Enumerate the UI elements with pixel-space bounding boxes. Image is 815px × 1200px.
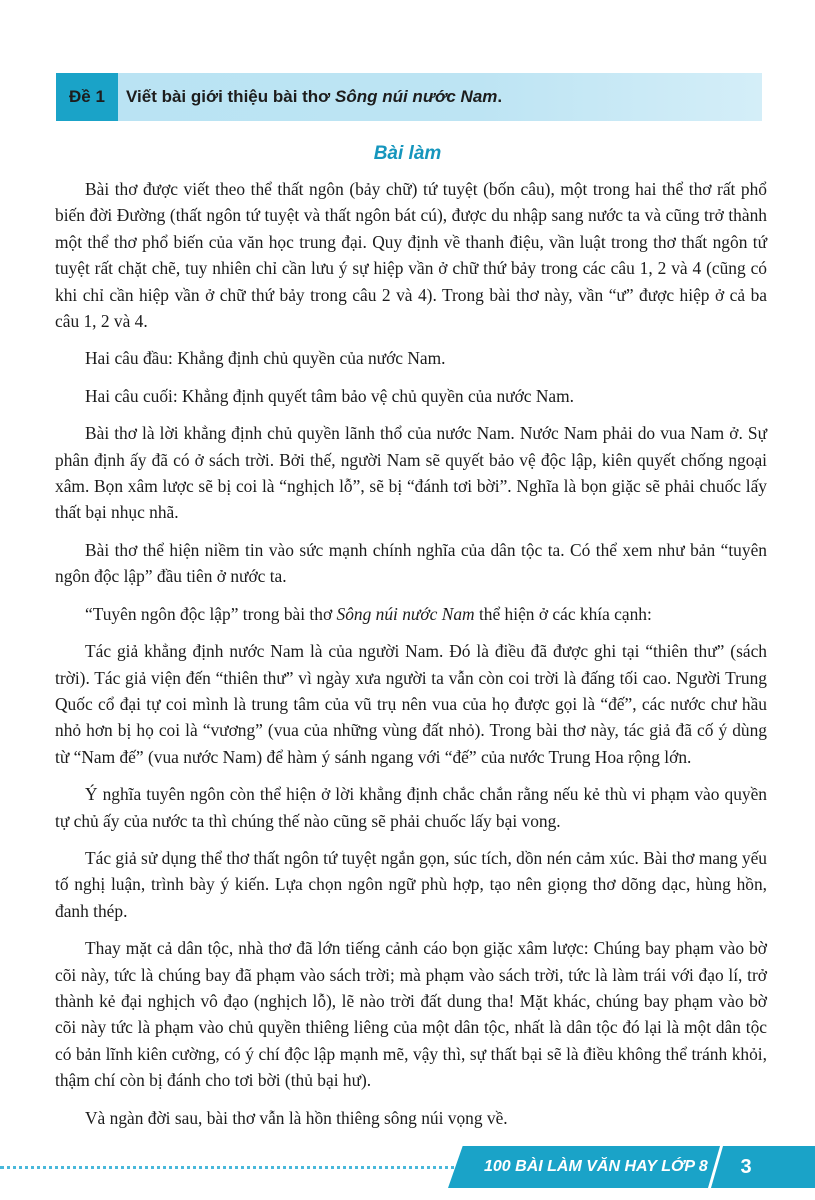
paragraph-2: Hai câu đầu: Khẳng định chủ quyền của nước Nam. bbox=[85, 348, 446, 369]
exam-title-prefix: Viết bài giới thiệu bài thơ bbox=[126, 87, 335, 106]
essay-body bbox=[55, 176, 767, 1142]
exam-header bbox=[56, 73, 762, 121]
footer-dotted-line bbox=[0, 1166, 462, 1169]
paragraph-6-poem: Sông núi nước Nam bbox=[336, 603, 475, 624]
exam-label-badge: Đề 1 bbox=[56, 73, 118, 121]
paragraph-9: Tác giả sử dụng thể thơ thất ngôn tứ tuyệt ngắn gọn, súc tích, dồn nén cảm xúc. Bài thơ mang yếu tố nghị luận, trình bày ý kiến. Lựa chọn ngôn ngữ phù hợp, tạo nên giọng thơ dõng dạc, hùng hồn, đanh thép. bbox=[55, 847, 767, 921]
exam-title-suffix: . bbox=[497, 87, 503, 106]
paragraph-8: Ý nghĩa tuyên ngôn còn thể hiện ở lời khẳng định chắc chắn rằng nếu kẻ thù vi phạm vào quyền tự chủ ấy của nước ta thì chúng thế nào cũng sẽ phải chuốc lấy bại vong. bbox=[55, 784, 767, 831]
page-number: 3 bbox=[740, 1156, 752, 1178]
paragraph-11: Và ngàn đời sau, bài thơ vẫn là hồn thiêng sông núi vọng về. bbox=[85, 1107, 508, 1128]
footer-book-title: 100 BÀI LÀM VĂN HAY LỚP 8 bbox=[484, 1158, 708, 1175]
paragraph-6-suffix: thể hiện ở các khía cạnh: bbox=[474, 603, 652, 624]
exam-title-poem: Sông núi nước Nam bbox=[335, 87, 498, 106]
paragraph-4: Bài thơ là lời khẳng định chủ quyền lãnh thổ của nước Nam. Nước Nam phải do vua Nam ở. Sự phân định ấy đã có ở sách trời. Bởi thế, người Nam sẽ quyết bảo vệ độc lập, kiên quyết chống ngoại xâm. Bọn xâm lược sẽ bị coi là “nghịch lỗ”, sẽ bị “đánh tơi bời”. Nghĩa là bọn giặc sẽ phải chuốc lấy thất bại nhục nhã. bbox=[55, 423, 767, 523]
paragraph-10: Thay mặt cả dân tộc, nhà thơ đã lớn tiếng cảnh cáo bọn giặc xâm lược: Chúng bay phạm vào bờ cõi này, tức là chúng bay đã phạm vào sách trời; mà phạm vào sách trời, tức là làm trái với đạo lí, trở thành kẻ đại nghịch vô đạo (nghịch lỗ), lẽ nào trời đất dung tha! Mặt khác, chúng bay phạm vào bờ cõi này tức là phạm vào chủ quyền thiêng liêng của một dân tộc, nhất là dân tộc đó lại là một dân tộc có bản lĩnh kiên cường, có ý chí độc lập mạnh mẽ, vậy thì, sự thất bại sẽ là điều không thể tránh khỏi, thậm chí còn bị đánh cho tơi bời (thủ bại hư). bbox=[55, 938, 767, 1091]
answer-heading: Bài làm bbox=[373, 143, 442, 164]
paragraph-7: Tác giả khẳng định nước Nam là của người Nam. Đó là điều đã được ghi tại “thiên thư” (sách trời). Tác giả viện đến “thiên thư” vì ngày xưa người ta vẫn còn coi trời là đấng tối cao. Người Trung Quốc cổ đại tự coi mình là trung tâm của vũ trụ nên vua của họ được gọi là “đế”, các nước chư hầu nhỏ hơn bị họ coi là “vương” (vua của những vùng đất nhỏ). Trong bài thơ này, tác giả đã cố ý dùng từ “Nam đế” (vua nước Nam) để hàm ý sánh ngang với “đế” của nước Trung Hoa rộng lớn. bbox=[55, 641, 767, 767]
exam-title bbox=[126, 73, 502, 121]
paragraph-3: Hai câu cuối: Khẳng định quyết tâm bảo vệ chủ quyền của nước Nam. bbox=[85, 385, 574, 406]
paragraph-6 bbox=[55, 601, 767, 627]
paragraph-5: Bài thơ thể hiện niềm tin vào sức mạnh chính nghĩa của dân tộc ta. Có thể xem như bản “tuyên ngôn độc lập” đầu tiên ở nước ta. bbox=[55, 539, 767, 587]
paragraph-1: Bài thơ được viết theo thể thất ngôn (bảy chữ) tứ tuyệt (bốn câu), một trong hai thể thơ rất phổ biến đời Đường (thất ngôn tứ tuyệt và thất ngôn bát cú), được du nhập sang nước ta và cũng trở thành một thể thơ phổ biến của văn học trung đại. Quy định về thanh điệu, vần luật trong thơ thất ngôn tứ tuyệt rất chặt chẽ, tuy nhiên chỉ cần lưu ý sự hiệp vần ở chữ thứ bảy trong các câu 1, 2 và 4 (cũng có khi chỉ cần hiệp vần ở chữ thứ bảy trong câu 2 và 4). Trong bài thơ này, vần “ư” được hiệp ở cả ba câu 1, 2 và 4. bbox=[55, 179, 767, 332]
paragraph-6-prefix: “Tuyên ngôn độc lập” trong bài thơ bbox=[85, 603, 337, 624]
